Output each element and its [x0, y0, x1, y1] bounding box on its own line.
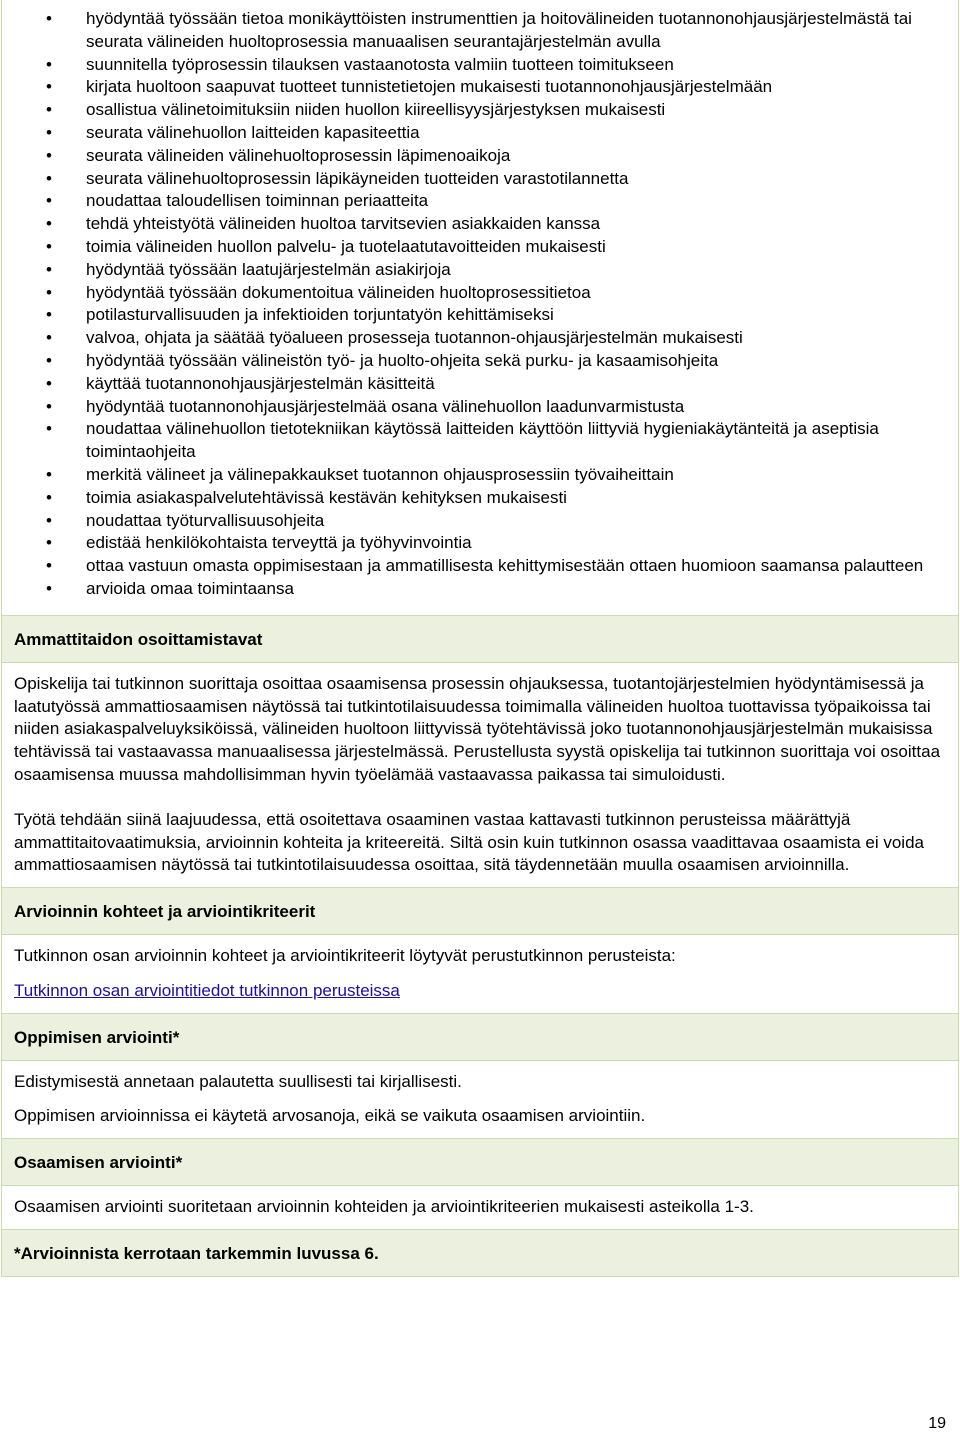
footnote: *Arvioinnista kerrotaan tarkemmin luvussa 6. — [2, 1229, 958, 1276]
competency-item — [2, 8, 948, 54]
bullet-icon: • — [46, 419, 52, 439]
competency-text: noudattaa työturvallisuusohjeita — [86, 510, 325, 530]
competency-item — [2, 510, 948, 533]
paragraph: Opiskelija tai tutkinnon suorittaja osoittaa osaamisensa prosessin ohjauksessa, tuotantojärjestelmien hyödyntämisessä ja laatutyössä ammattiosaamisen näytössä tai tutkintotilaisuudessa toimimalla välineiden huoltoa tuottavissa työpaikoissa tai niiden asiakaspalveluyksiköissä, välineiden huoltoon liittyvissä työtehtävissä joko tuotannonohjausjärjestelmän mukaisissa tehtävissä tai vastaavassa manuaalisessa järjestelmässä. Perustellusta syystä opiskelija tai tutkinnon suorittaja voi osoittaa osaamisensa muussa mahdollisimman hyvin työelämää vastaavassa paikassa tai simuloidusti. — [14, 673, 941, 784]
competency-text: merkitä välineet ja välinepakkaukset tuotannon ohjausprosessiin työvaiheittain — [86, 464, 674, 484]
criteria-link[interactable]: Tutkinnon osan arviointitiedot tutkinnon perusteissa — [14, 980, 400, 1000]
bullet-icon: • — [46, 350, 52, 370]
competency-text: noudattaa välinehuollon tietotekniikan käytössä laitteiden käyttöön liittyviä hygieniakäytänteitä ja aseptisia toimintaohjeita — [86, 419, 879, 462]
bullet-icon: • — [46, 556, 52, 576]
bullet-icon: • — [46, 533, 52, 553]
bullet-icon: • — [46, 100, 52, 120]
bullet-icon: • — [46, 578, 52, 598]
paragraph: Edistymisestä annetaan palautetta suullisesti tai kirjallisesti. — [14, 1071, 462, 1091]
paragraph: Osaamisen arviointi suoritetaan arvioinnin kohteiden ja arviointikriteerien mukaisesti asteikolla 1-3. — [14, 1197, 754, 1217]
bullet-icon: • — [46, 168, 52, 188]
section-body-demonstration — [2, 662, 958, 887]
criteria-link-paragraph — [14, 980, 946, 1003]
section-body-competence — [2, 1185, 958, 1229]
competency-item — [2, 464, 948, 487]
competency-text: seurata välinehuoltoprosessin läpikäyneiden tuotteiden varastotilannetta — [86, 168, 629, 188]
bullet-icon: • — [46, 510, 52, 530]
competency-item — [2, 54, 948, 77]
page-number: 19 — [928, 1415, 946, 1432]
bullet-icon: • — [46, 328, 52, 348]
competency-item — [2, 396, 948, 419]
competency-text: valvoa, ohjata ja säätää työalueen prosesseja tuotannon-ohjausjärjestelmän mukaisesti — [86, 328, 743, 348]
competency-text: suunnitella työprosessin tilauksen vastaanotosta valmiin tuotteen toimitukseen — [86, 54, 674, 74]
competency-list-cell — [2, 0, 958, 615]
competency-text: ottaa vastuun omasta oppimisestaan ja ammatillisesta kehittymisestään ottaen huomioon saamansa palautteen — [86, 556, 924, 576]
section-heading-learning: Oppimisen arviointi* — [2, 1013, 958, 1060]
competency-text: seurata välinehuollon laitteiden kapasiteettia — [86, 122, 420, 142]
document-table — [1, 0, 959, 1277]
competency-text: edistää henkilökohtaista terveyttä ja työhyvinvointia — [86, 533, 472, 553]
bullet-icon: • — [46, 464, 52, 484]
competency-item — [2, 99, 948, 122]
competency-text: käyttää tuotannonohjausjärjestelmän käsitteitä — [86, 373, 435, 393]
section-body-learning — [2, 1060, 958, 1139]
paragraph: Oppimisen arvioinnissa ei käytetä arvosanoja, eikä se vaikuta osaamisen arviointiin. — [14, 1106, 646, 1126]
bullet-icon: • — [46, 191, 52, 211]
bullet-icon: • — [46, 487, 52, 507]
bullet-icon: • — [46, 77, 52, 97]
competency-text: seurata välineiden välinehuoltoprosessin läpimenoaikoja — [86, 145, 511, 165]
bullet-icon: • — [46, 122, 52, 142]
competency-item — [2, 487, 948, 510]
competency-item — [2, 373, 948, 396]
bullet-icon: • — [46, 9, 52, 28]
section-heading-competence: Osaamisen arviointi* — [2, 1138, 958, 1185]
bullet-icon: • — [46, 214, 52, 234]
competency-item — [2, 304, 948, 327]
competency-text: hyödyntää tuotannonohjausjärjestelmää osana välinehuollon laadunvarmistusta — [86, 396, 685, 416]
competency-text: hyödyntää työssään välineistön työ- ja huolto-ohjeita sekä purku- ja kasaamisohjeita — [86, 350, 719, 370]
bullet-icon: • — [46, 396, 52, 416]
section-heading-criteria: Arvioinnin kohteet ja arviointikriteerit — [2, 887, 958, 934]
bullet-icon: • — [46, 282, 52, 302]
bullet-icon: • — [46, 259, 52, 279]
section-heading-demonstration: Ammattitaidon osoittamistavat — [2, 615, 958, 662]
competency-item — [2, 555, 948, 578]
competency-text: osallistua välinetoimituksiin niiden huollon kiireellisyysjärjestyksen mukaisesti — [86, 100, 666, 120]
competency-text: toimia asiakaspalvelutehtävissä kestävän kehityksen mukaisesti — [86, 487, 567, 507]
competency-item — [2, 236, 948, 259]
paragraph: Työtä tehdään siinä laajuudessa, että osoitettava osaaminen vastaa kattavasti tutkinnon perusteissa määrättyjä ammattitaitovaatimuksia, arvioinnin kohteita ja kriteereitä. Siltä osin kuin tutkinnon osassa vaadittavaa osaamista ei voida ammattiosaamisen näytössä tai tutkintotilaisuudessa osoittaa, sitä täydennetään muulla osaamisen arvioinnilla. — [14, 809, 924, 875]
competency-text: toimia välineiden huollon palvelu- ja tuotelaatutavoitteiden mukaisesti — [86, 236, 606, 256]
bullet-icon: • — [46, 236, 52, 256]
competency-item — [2, 213, 948, 236]
competency-item — [2, 259, 948, 282]
competency-text: arvioida omaa toimintaansa — [86, 578, 294, 598]
competency-text: hyödyntää työssään dokumentoitua välineiden huoltoprosessitietoa — [86, 282, 591, 302]
bullet-icon: • — [46, 54, 52, 74]
competency-item — [2, 418, 948, 464]
competency-text: tehdä yhteistyötä välineiden huoltoa tarvitsevien asiakkaiden kanssa — [86, 214, 601, 234]
competency-text: hyödyntää työssään laatujärjestelmän asiakirjoja — [86, 259, 451, 279]
bullet-icon: • — [46, 373, 52, 393]
competency-item — [2, 168, 948, 191]
bullet-icon: • — [46, 305, 52, 325]
competency-item — [2, 145, 948, 168]
competency-item — [2, 327, 948, 350]
competency-text: kirjata huoltoon saapuvat tuotteet tunnistetietojen mukaisesti tuotannonohjausjärjestelmään — [86, 77, 773, 97]
competency-text: potilasturvallisuuden ja infektioiden torjuntatyön kehittämiseksi — [86, 305, 554, 325]
paragraph: Tutkinnon osan arvioinnin kohteet ja arviointikriteerit löytyvät perustutkinnon perusteista: — [14, 946, 676, 966]
competency-text: noudattaa taloudellisen toiminnan periaatteita — [86, 191, 429, 211]
competency-item — [2, 350, 948, 373]
competency-text: hyödyntää työssään tietoa monikäyttöisten instrumenttien ja hoitovälineiden tuotannonohjausjärjestelmästä tai seurata välineiden huoltoprosessia manuaalisen seurantajärjestelmän avulla — [86, 9, 912, 51]
competency-item — [2, 578, 948, 601]
bullet-icon: • — [46, 145, 52, 165]
competency-item — [2, 122, 948, 145]
section-body-criteria — [2, 934, 958, 1013]
competency-item — [2, 190, 948, 213]
competency-item — [2, 532, 948, 555]
competency-list — [2, 8, 948, 601]
competency-item — [2, 76, 948, 99]
competency-item — [2, 282, 948, 305]
